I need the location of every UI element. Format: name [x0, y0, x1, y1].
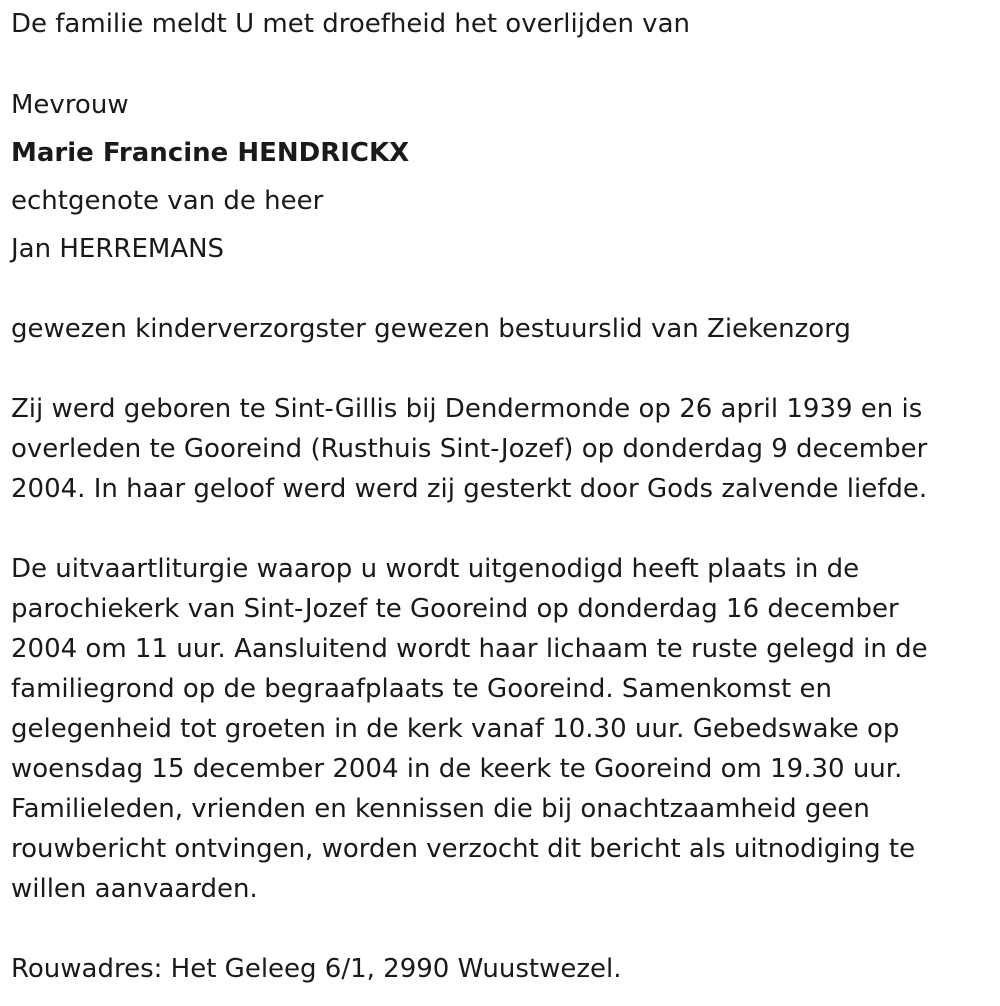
- spouse-name: Jan HERREMANS: [11, 234, 225, 264]
- honorific: Mevrouw: [11, 90, 129, 120]
- intro-text: De familie meldt U met droefheid het overlijden van: [11, 9, 690, 39]
- funeral-line: 2004 om 11 uur. Aansluitend wordt haar lichaam te ruste gelegd in de: [11, 634, 928, 664]
- funeral-line: De uitvaartliturgie waarop u wordt uitgenodigd heeft plaats in de: [11, 554, 860, 584]
- birth-death-line: 2004. In haar geloof werd werd zij gesterkt door Gods zalvende liefde.: [11, 474, 928, 504]
- funeral-line: willen aanvaarden.: [11, 874, 258, 904]
- funeral-line: gelegenheid tot groeten in de kerk vanaf 10.30 uur. Gebedswake op: [11, 714, 900, 744]
- funeral-line: rouwbericht ontvingen, worden verzocht dit bericht als uitnodiging te: [11, 834, 916, 864]
- relation-text: echtgenote van de heer: [11, 186, 324, 216]
- birth-death-line: Zij werd geboren te Sint-Gillis bij Dendermonde op 26 april 1939 en is: [11, 394, 923, 424]
- funeral-line: parochiekerk van Sint-Jozef te Gooreind op donderdag 16 december: [11, 594, 899, 624]
- occupation-text: gewezen kinderverzorgster gewezen bestuurslid van Ziekenzorg: [11, 314, 851, 344]
- birth-death-line: overleden te Gooreind (Rusthuis Sint-Jozef) op donderdag 9 december: [11, 434, 928, 464]
- deceased-name: Marie Francine HENDRICKX: [11, 138, 410, 168]
- funeral-line: Familieleden, vrienden en kennissen die bij onachtzaamheid geen: [11, 794, 870, 824]
- funeral-line: familiegrond op de begraafplaats te Gooreind. Samenkomst en: [11, 674, 832, 704]
- mourning-address: Rouwadres: Het Geleeg 6/1, 2990 Wuustwezel.: [11, 954, 622, 984]
- funeral-line: woensdag 15 december 2004 in de keerk te Gooreind om 19.30 uur.: [11, 754, 903, 784]
